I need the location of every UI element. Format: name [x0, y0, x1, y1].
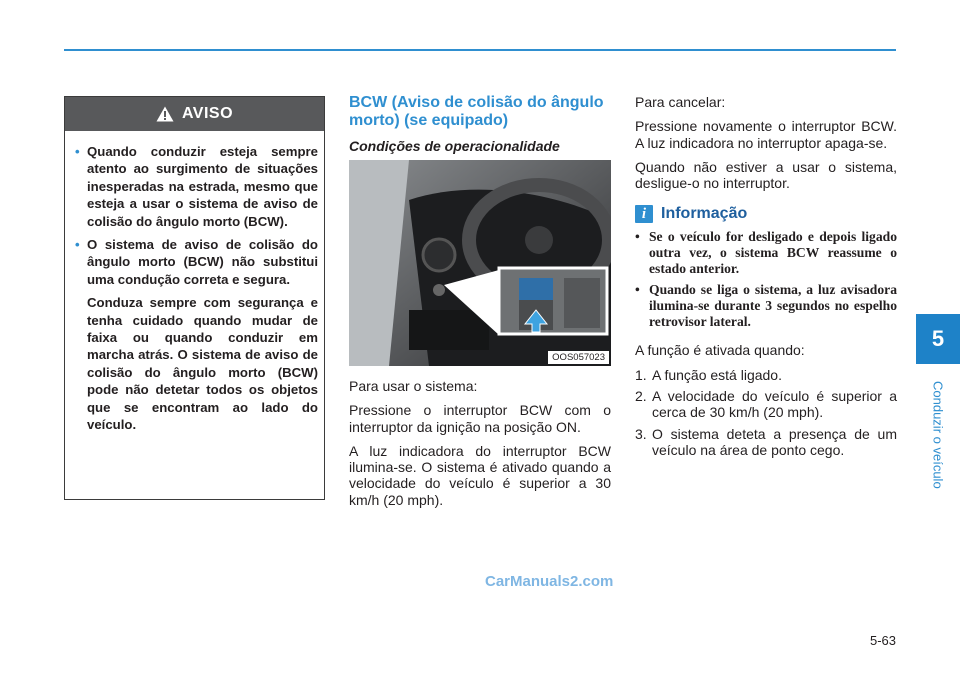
page-number: 5-63	[869, 633, 896, 648]
warning-item	[75, 143, 318, 230]
warning-item-text: O sistema de aviso de colisão do ângulo morto (BCW) não substitui uma condução correta e segura.	[87, 237, 318, 287]
info-title: Informação	[661, 205, 748, 223]
body-paragraph: Quando não estiver a usar o sistema, desligue-o no interruptor.	[635, 158, 897, 192]
body-paragraph: Para usar o sistema:	[349, 378, 478, 394]
bullet-icon: •	[75, 237, 80, 253]
condition-number: 2.	[635, 388, 647, 405]
condition-item	[635, 426, 897, 459]
info-item-text: Quando se liga o sistema, a luz avisadora ilumina-se durante 3 segundos no espelho retrovisor lateral.	[649, 282, 897, 330]
section-body	[349, 378, 611, 516]
warning-item	[75, 236, 318, 433]
bullet-icon: •	[635, 229, 640, 245]
body-paragraph: Para cancelar:	[635, 94, 726, 110]
info-item	[635, 282, 897, 330]
chapter-tab[interactable]: 5	[916, 314, 960, 364]
info-item	[635, 229, 897, 277]
info-list	[635, 229, 897, 330]
condition-text: O sistema deteta a presença de um veículo na área de ponto cego.	[652, 425, 897, 458]
image-code: OOS057023	[548, 351, 609, 364]
bullet-icon: •	[635, 282, 640, 298]
condition-text: A velocidade do veículo é superior a cerca de 30 km/h (20 mph).	[652, 388, 897, 421]
body-paragraph: Pressione o interruptor BCW com o interruptor da ignição na posição ON.	[349, 402, 611, 435]
section-subtitle: Condições de operacionalidade	[349, 138, 560, 154]
info-header	[635, 205, 897, 223]
condition-item	[635, 388, 897, 421]
header-rule	[64, 49, 896, 51]
condition-item	[635, 367, 897, 383]
conditions-list	[635, 367, 897, 458]
condition-number: 1.	[635, 366, 647, 383]
body-paragraph: A luz indicadora do interruptor BCW ilumina-se. O sistema é ativado quando a velocidade do veículo é superior a 30 km/h (20 mph).	[349, 442, 611, 508]
watermark-link[interactable]: CarManuals2.com	[485, 573, 614, 590]
warning-triangle-icon	[156, 106, 174, 122]
warning-item-text: Quando conduzir esteja sempre atento ao surgimento de situações inesperadas na estrada, mesmo que esteja a usar o sistema de aviso de colisão do ângulo morto (BCW).	[87, 144, 318, 229]
dashboard-photo	[349, 160, 611, 366]
info-item-text: Se o veículo for desligado e depois ligado outra vez, o sistema BCW reassume o estado anterior.	[649, 229, 897, 277]
chapter-label: Conduzir o veículo	[930, 381, 946, 489]
activation-intro: A função é ativada quando:	[635, 342, 805, 359]
warning-list	[65, 131, 324, 434]
bullet-icon: •	[75, 144, 80, 159]
condition-number: 3.	[635, 425, 647, 442]
warning-header	[65, 97, 324, 131]
right-column	[635, 94, 897, 463]
condition-text: A função está ligado.	[652, 366, 782, 383]
dashboard-illustration	[349, 160, 611, 366]
warning-item-extra: Conduza sempre com segurança e tenha cuidado quando mudar de faixa ou quando conduzir em marcha atrás. O sistema de aviso de colisão do ângulo morto (BCW) pode não detetar todos os objetos que se encontram ao lado do veículo.	[87, 295, 318, 433]
info-icon: i	[635, 205, 653, 223]
warning-box	[64, 96, 325, 500]
body-paragraph: Pressione novamente o interruptor BCW. A luz indicadora no interruptor apaga-se.	[635, 118, 897, 151]
warning-title: AVISO	[181, 105, 234, 122]
section-title: BCW (Aviso de colisão do ângulo morto) (se equipado)	[349, 94, 604, 129]
